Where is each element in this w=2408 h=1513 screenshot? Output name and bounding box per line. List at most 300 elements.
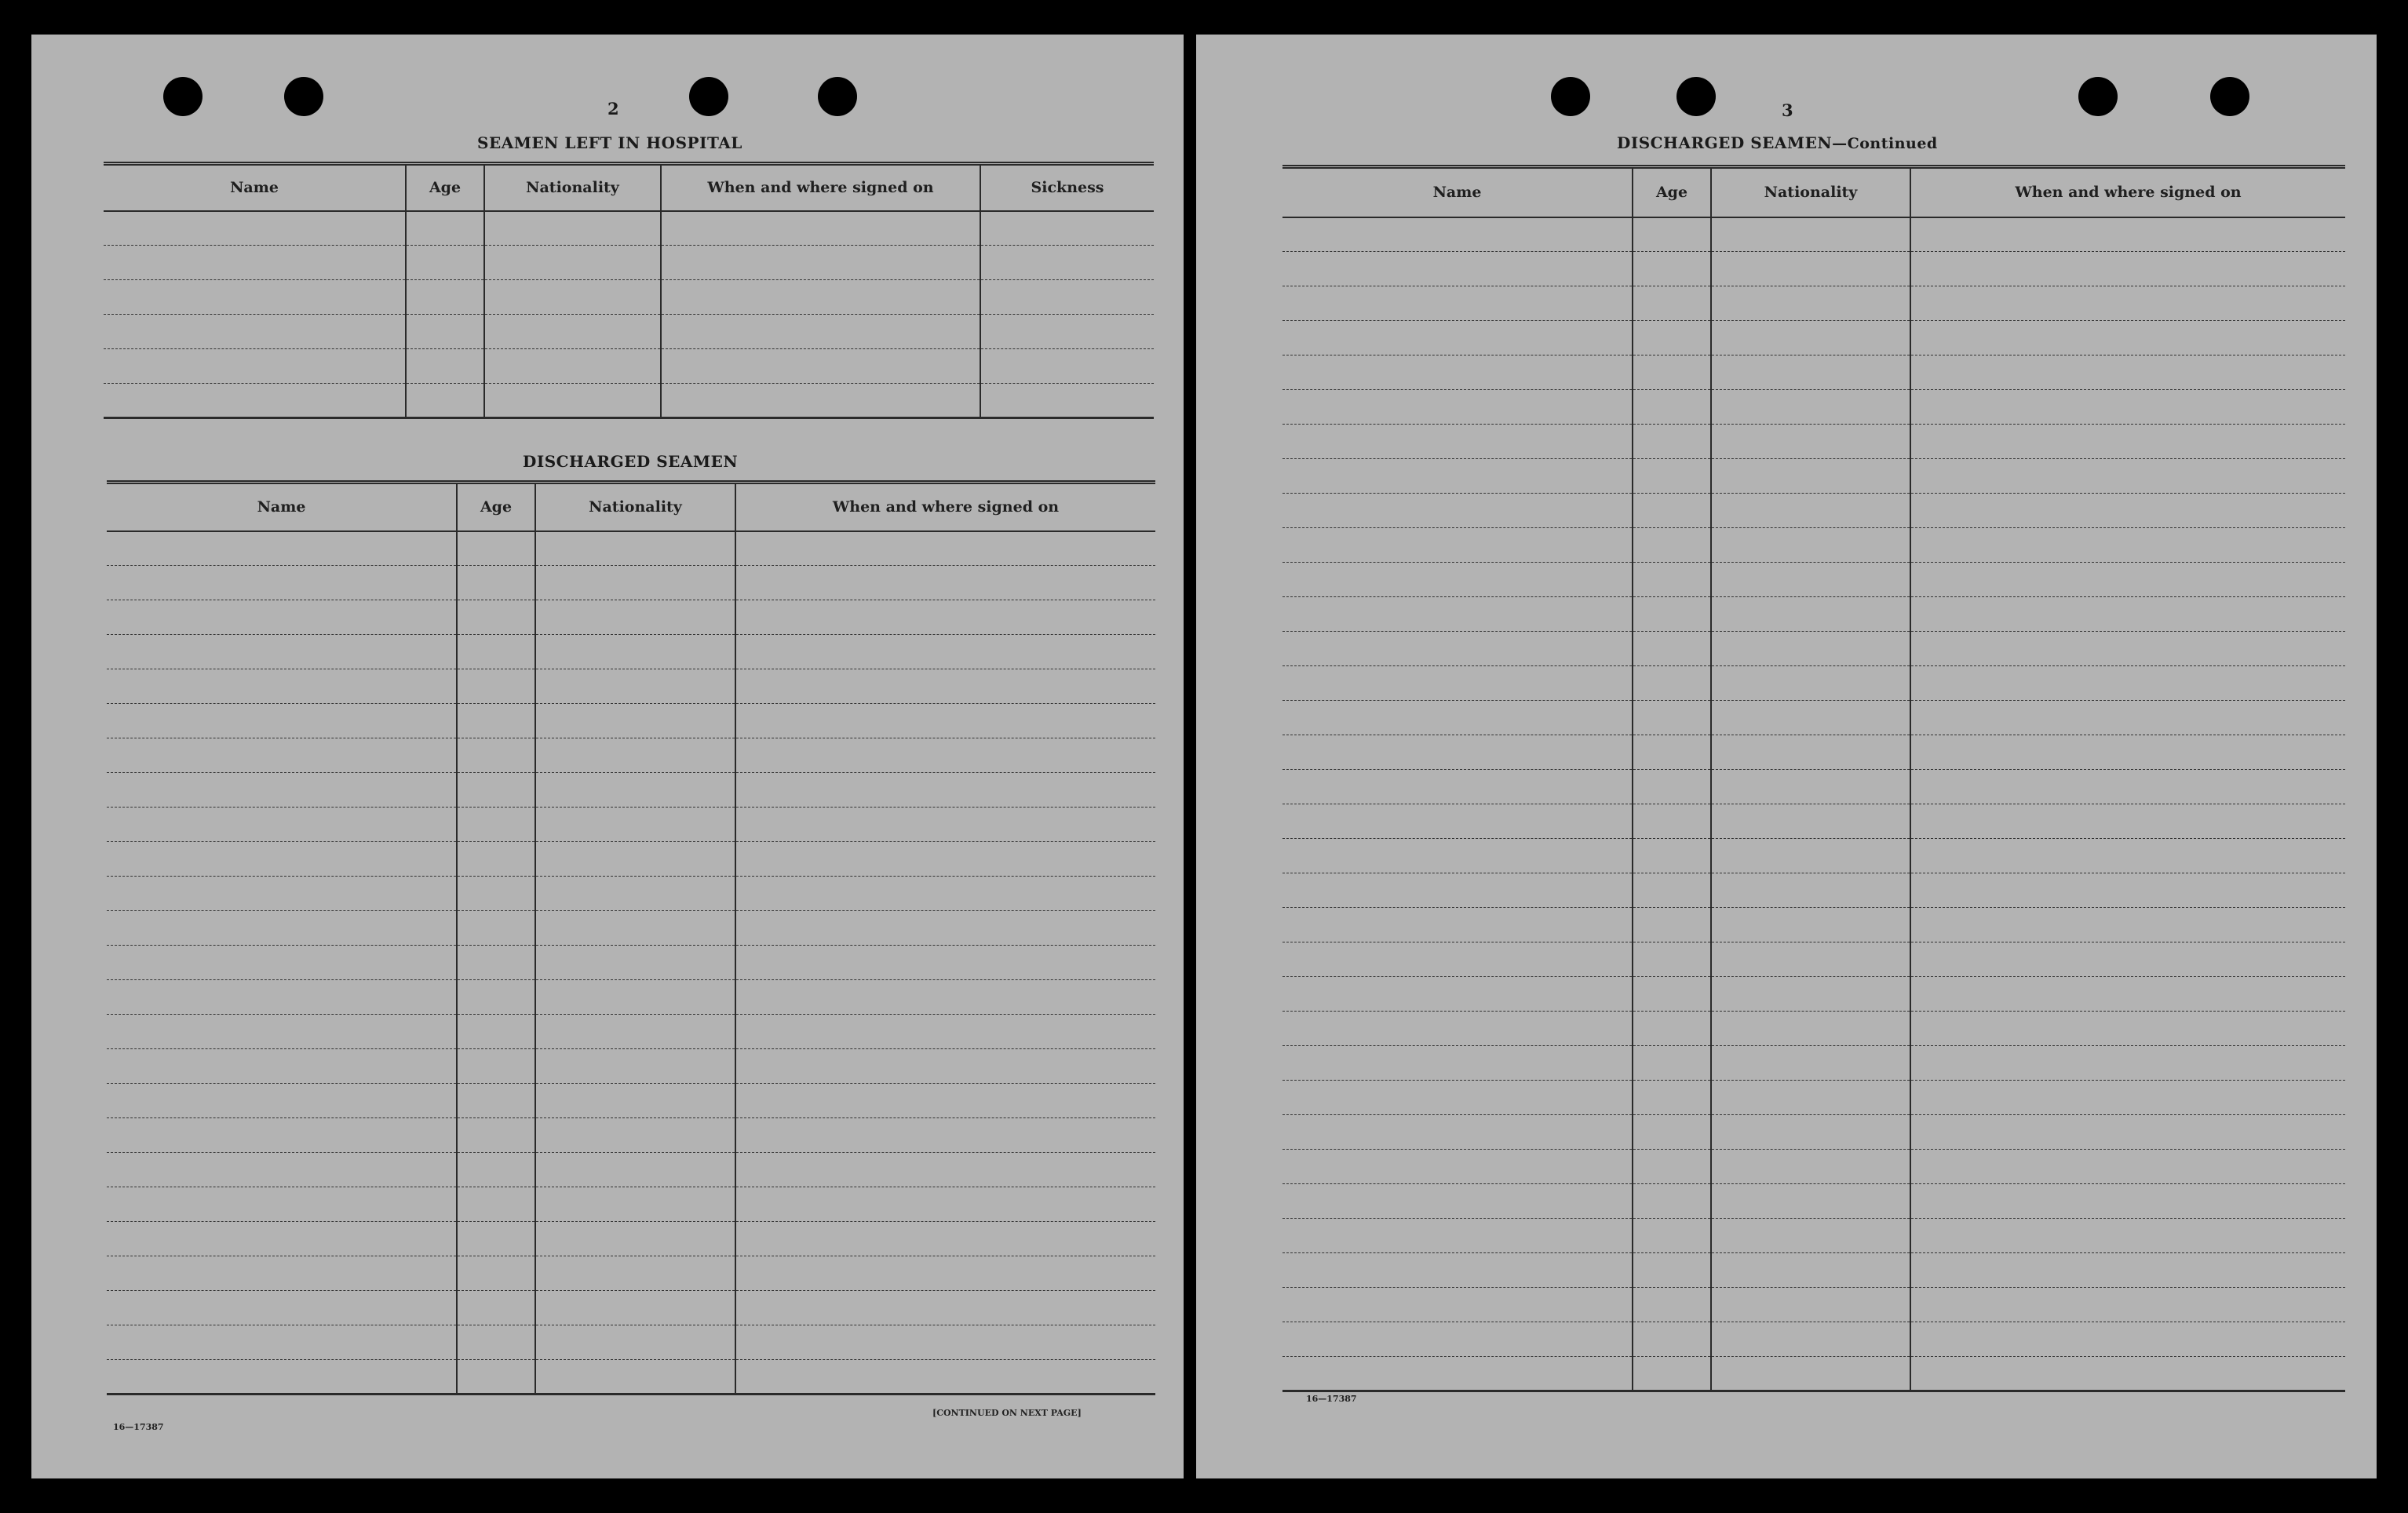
table-row [104,280,1154,315]
blank-cell [1633,873,1711,908]
blank-cell [1282,1081,1633,1115]
blank-cell [1633,528,1711,563]
blank-cell [1282,632,1633,666]
blank-cell [535,808,735,842]
hospital-col-signed-on: When and where signed on [661,164,980,211]
blank-cell [1633,1357,1711,1391]
table-row [107,1325,1155,1360]
blank-cell [535,1153,735,1187]
table-row [107,738,1155,773]
blank-cell [1282,494,1633,528]
blank-cell [1910,321,2345,355]
blank-cell [1910,217,2345,252]
blank-cell [1282,1184,1633,1219]
blank-cell [1282,1253,1633,1288]
blank-cell [104,280,406,315]
blank-cell [107,980,457,1015]
blank-cell [1711,1219,1910,1253]
punch-hole-4 [818,77,857,116]
blank-cell [1711,217,1910,252]
blank-cell [1711,942,1910,977]
blank-cell [1282,597,1633,632]
right-page [1196,35,2377,1478]
table-row [1282,908,2345,942]
blank-cell [1910,459,2345,494]
blank-cell [1910,1253,2345,1288]
blank-cell [484,384,661,418]
continued-col-age: Age [1633,167,1711,217]
blank-cell [1711,286,1910,321]
table-row [1282,286,2345,321]
table-row [107,1153,1155,1187]
blank-cell [107,773,457,808]
blank-cell [661,315,980,349]
blank-cell [1282,355,1633,390]
blank-cell [457,1084,535,1118]
continued-note: [CONTINUED ON NEXT PAGE] [932,1408,1082,1418]
blank-cell [1711,873,1910,908]
blank-cell [980,211,1154,246]
blank-cell [107,911,457,946]
table-row [1282,1115,2345,1150]
hospital-table [104,162,1154,419]
blank-cell [1633,839,1711,873]
blank-cell [1711,1115,1910,1150]
blank-cell [980,349,1154,384]
discharged-continued-table-body [1282,217,2345,1391]
blank-cell [1711,252,1910,286]
table-row [1282,977,2345,1012]
blank-cell [457,808,535,842]
table-row [107,946,1155,980]
table-row [104,246,1154,280]
blank-cell [980,246,1154,280]
punch-hole-6 [1676,77,1716,116]
blank-cell [735,911,1155,946]
hospital-col-nationality: Nationality [484,164,661,211]
table-row [1282,1150,2345,1184]
blank-cell [1282,1288,1633,1322]
table-row [107,566,1155,600]
blank-cell [1711,494,1910,528]
blank-cell [735,600,1155,635]
blank-cell [1633,1219,1711,1253]
blank-cell [535,600,735,635]
punch-hole-8 [2210,77,2249,116]
blank-cell [1282,286,1633,321]
blank-cell [1711,1184,1910,1219]
blank-cell [484,349,661,384]
blank-cell [735,980,1155,1015]
blank-cell [1282,804,1633,839]
discharged-continued-title-suffix: —Continued [1832,135,1938,152]
discharged-continued-title [1617,133,1938,152]
blank-cell [107,1360,457,1395]
discharged-col-age: Age [457,483,535,531]
blank-cell [735,1187,1155,1222]
blank-cell [457,1118,535,1153]
blank-cell [1633,252,1711,286]
table-row [1282,252,2345,286]
blank-cell [457,842,535,877]
blank-cell [1711,804,1910,839]
blank-cell [1711,770,1910,804]
blank-cell [535,635,735,669]
table-row [107,669,1155,704]
blank-cell [735,1256,1155,1291]
blank-cell [1282,1322,1633,1357]
continued-col-signed-on: When and where signed on [1910,167,2345,217]
table-row [107,877,1155,911]
blank-cell [535,1256,735,1291]
blank-cell [1633,1081,1711,1115]
blank-cell [735,704,1155,738]
table-row [107,842,1155,877]
blank-cell [107,635,457,669]
blank-cell [1910,355,2345,390]
table-row [107,1256,1155,1291]
table-row [1282,701,2345,735]
discharged-continued-table [1282,165,2345,1392]
blank-cell [1633,355,1711,390]
blank-cell [535,1360,735,1395]
table-row [104,349,1154,384]
continued-col-name: Name [1282,167,1633,217]
blank-cell [1711,908,1910,942]
blank-cell [735,946,1155,980]
table-row [1282,804,2345,839]
page-number: 3 [1782,100,1793,120]
table-row [1282,321,2345,355]
blank-cell [1633,1184,1711,1219]
discharged-section-title: DISCHARGED SEAMEN [523,452,739,471]
blank-cell [1910,1150,2345,1184]
blank-cell [1711,563,1910,597]
table-row [1282,1046,2345,1081]
table-row [1282,1012,2345,1046]
blank-cell [1282,942,1633,977]
blank-cell [735,1153,1155,1187]
blank-cell [1633,632,1711,666]
blank-cell [1633,494,1711,528]
page-number: 2 [607,99,619,118]
blank-cell [535,531,735,566]
table-row [1282,1322,2345,1357]
table-row [107,1360,1155,1395]
blank-cell [107,1015,457,1049]
blank-cell [735,635,1155,669]
discharged-table [107,480,1155,1395]
blank-cell [107,566,457,600]
hospital-col-age: Age [406,164,484,211]
blank-cell [1282,701,1633,735]
table-row [1282,1357,2345,1391]
discharged-col-signed-on: When and where signed on [735,483,1155,531]
table-row [1282,528,2345,563]
blank-cell [535,980,735,1015]
blank-cell [457,911,535,946]
blank-cell [1910,390,2345,425]
blank-cell [457,600,535,635]
blank-cell [457,704,535,738]
blank-cell [1282,873,1633,908]
blank-cell [1633,942,1711,977]
blank-cell [1711,735,1910,770]
punch-hole-5 [1551,77,1590,116]
blank-cell [535,1049,735,1084]
blank-cell [457,1187,535,1222]
blank-cell [1633,286,1711,321]
blank-cell [104,315,406,349]
blank-cell [1711,977,1910,1012]
blank-cell [107,946,457,980]
blank-cell [980,384,1154,418]
blank-cell [1910,770,2345,804]
blank-cell [1633,425,1711,459]
blank-cell [457,531,535,566]
blank-cell [107,808,457,842]
blank-cell [484,280,661,315]
blank-cell [457,669,535,704]
blank-cell [1282,321,1633,355]
blank-cell [1282,390,1633,425]
blank-cell [107,704,457,738]
table-row [1282,735,2345,770]
form-number: 16—17387 [113,1422,164,1432]
punch-hole-7 [2078,77,2118,116]
blank-cell [1910,701,2345,735]
blank-cell [107,1049,457,1084]
blank-cell [1282,839,1633,873]
blank-cell [1633,1150,1711,1184]
blank-cell [1711,1357,1910,1391]
blank-cell [1711,1046,1910,1081]
punch-hole-3 [689,77,728,116]
discharged-col-name: Name [107,483,457,531]
blank-cell [1910,1081,2345,1115]
blank-cell [535,1015,735,1049]
blank-cell [457,946,535,980]
blank-cell [406,315,484,349]
blank-cell [104,384,406,418]
blank-cell [457,635,535,669]
blank-cell [484,246,661,280]
blank-cell [457,1153,535,1187]
blank-cell [1282,1012,1633,1046]
blank-cell [1633,908,1711,942]
blank-cell [406,280,484,315]
table-row [1282,1081,2345,1115]
blank-cell [406,246,484,280]
table-row [107,980,1155,1015]
table-row [1282,839,2345,873]
blank-cell [1282,425,1633,459]
continued-col-nationality: Nationality [1711,167,1910,217]
blank-cell [1711,597,1910,632]
blank-cell [1910,977,2345,1012]
table-row [1282,632,2345,666]
blank-cell [107,1222,457,1256]
blank-cell [1633,563,1711,597]
blank-cell [1711,459,1910,494]
discharged-col-nationality: Nationality [535,483,735,531]
blank-cell [735,877,1155,911]
blank-cell [1910,735,2345,770]
blank-cell [1633,459,1711,494]
table-row [1282,770,2345,804]
blank-cell [107,1118,457,1153]
blank-cell [1633,597,1711,632]
blank-cell [1633,1322,1711,1357]
table-row [1282,390,2345,425]
table-row [104,315,1154,349]
blank-cell [107,1325,457,1360]
table-row [107,1118,1155,1153]
blank-cell [1633,666,1711,701]
blank-cell [457,738,535,773]
blank-cell [1711,1253,1910,1288]
table-row [1282,1184,2345,1219]
table-row [1282,942,2345,977]
blank-cell [457,566,535,600]
blank-cell [1282,977,1633,1012]
table-row [1282,597,2345,632]
table-row [1282,563,2345,597]
table-row [1282,1288,2345,1322]
table-row [1282,425,2345,459]
blank-cell [457,877,535,911]
blank-cell [1910,597,2345,632]
table-row [104,211,1154,246]
blank-cell [735,808,1155,842]
blank-cell [735,531,1155,566]
blank-cell [535,1325,735,1360]
blank-cell [735,1222,1155,1256]
blank-cell [1910,1184,2345,1219]
blank-cell [1910,804,2345,839]
blank-cell [1633,770,1711,804]
blank-cell [1910,1322,2345,1357]
blank-cell [1910,1115,2345,1150]
blank-cell [1282,1046,1633,1081]
table-row [107,1015,1155,1049]
blank-cell [1633,217,1711,252]
blank-cell [535,738,735,773]
blank-cell [107,738,457,773]
blank-cell [107,669,457,704]
blank-cell [1711,1288,1910,1322]
hospital-col-sickness: Sickness [980,164,1154,211]
table-row [107,1187,1155,1222]
blank-cell [535,1187,735,1222]
table-row [1282,666,2345,701]
blank-cell [406,211,484,246]
blank-cell [107,1153,457,1187]
blank-cell [1910,1219,2345,1253]
table-row [1282,1253,2345,1288]
blank-cell [1910,666,2345,701]
table-row [107,1222,1155,1256]
blank-cell [735,566,1155,600]
blank-cell [1711,1081,1910,1115]
blank-cell [107,1187,457,1222]
blank-cell [1633,977,1711,1012]
blank-cell [1910,425,2345,459]
blank-cell [1282,735,1633,770]
blank-cell [457,1049,535,1084]
blank-cell [1282,1357,1633,1391]
hospital-col-name: Name [104,164,406,211]
blank-cell [457,1015,535,1049]
blank-cell [107,877,457,911]
discharged-table-body [107,531,1155,1395]
blank-cell [735,773,1155,808]
blank-cell [735,1084,1155,1118]
blank-cell [1910,942,2345,977]
blank-cell [535,877,735,911]
blank-cell [735,1291,1155,1325]
blank-cell [1711,1322,1910,1357]
blank-cell [107,1084,457,1118]
blank-cell [735,1325,1155,1360]
blank-cell [1711,355,1910,390]
table-row [107,808,1155,842]
blank-cell [1633,735,1711,770]
blank-cell [535,704,735,738]
table-row [1282,355,2345,390]
blank-cell [1711,1150,1910,1184]
blank-cell [406,384,484,418]
blank-cell [1282,1115,1633,1150]
table-row [1282,1219,2345,1253]
table-row [107,1291,1155,1325]
blank-cell [661,280,980,315]
blank-cell [107,842,457,877]
blank-cell [1910,528,2345,563]
blank-cell [1711,528,1910,563]
table-row [1282,873,2345,908]
punch-hole-2 [284,77,323,116]
blank-cell [1282,459,1633,494]
blank-cell [735,1049,1155,1084]
blank-cell [1633,1253,1711,1288]
blank-cell [535,773,735,808]
blank-cell [104,349,406,384]
blank-cell [1633,1288,1711,1322]
table-row [107,635,1155,669]
table-row [107,1084,1155,1118]
blank-cell [1633,1046,1711,1081]
blank-cell [457,1222,535,1256]
blank-cell [484,315,661,349]
blank-cell [735,669,1155,704]
blank-cell [1910,1012,2345,1046]
blank-cell [457,773,535,808]
blank-cell [1711,632,1910,666]
blank-cell [661,384,980,418]
blank-cell [1282,252,1633,286]
blank-cell [1910,1357,2345,1391]
blank-cell [1633,390,1711,425]
blank-cell [1910,1288,2345,1322]
punch-hole-1 [163,77,202,116]
blank-cell [1711,390,1910,425]
blank-cell [1282,1219,1633,1253]
table-row [107,773,1155,808]
blank-cell [1282,563,1633,597]
blank-cell [457,1256,535,1291]
blank-cell [1711,666,1910,701]
